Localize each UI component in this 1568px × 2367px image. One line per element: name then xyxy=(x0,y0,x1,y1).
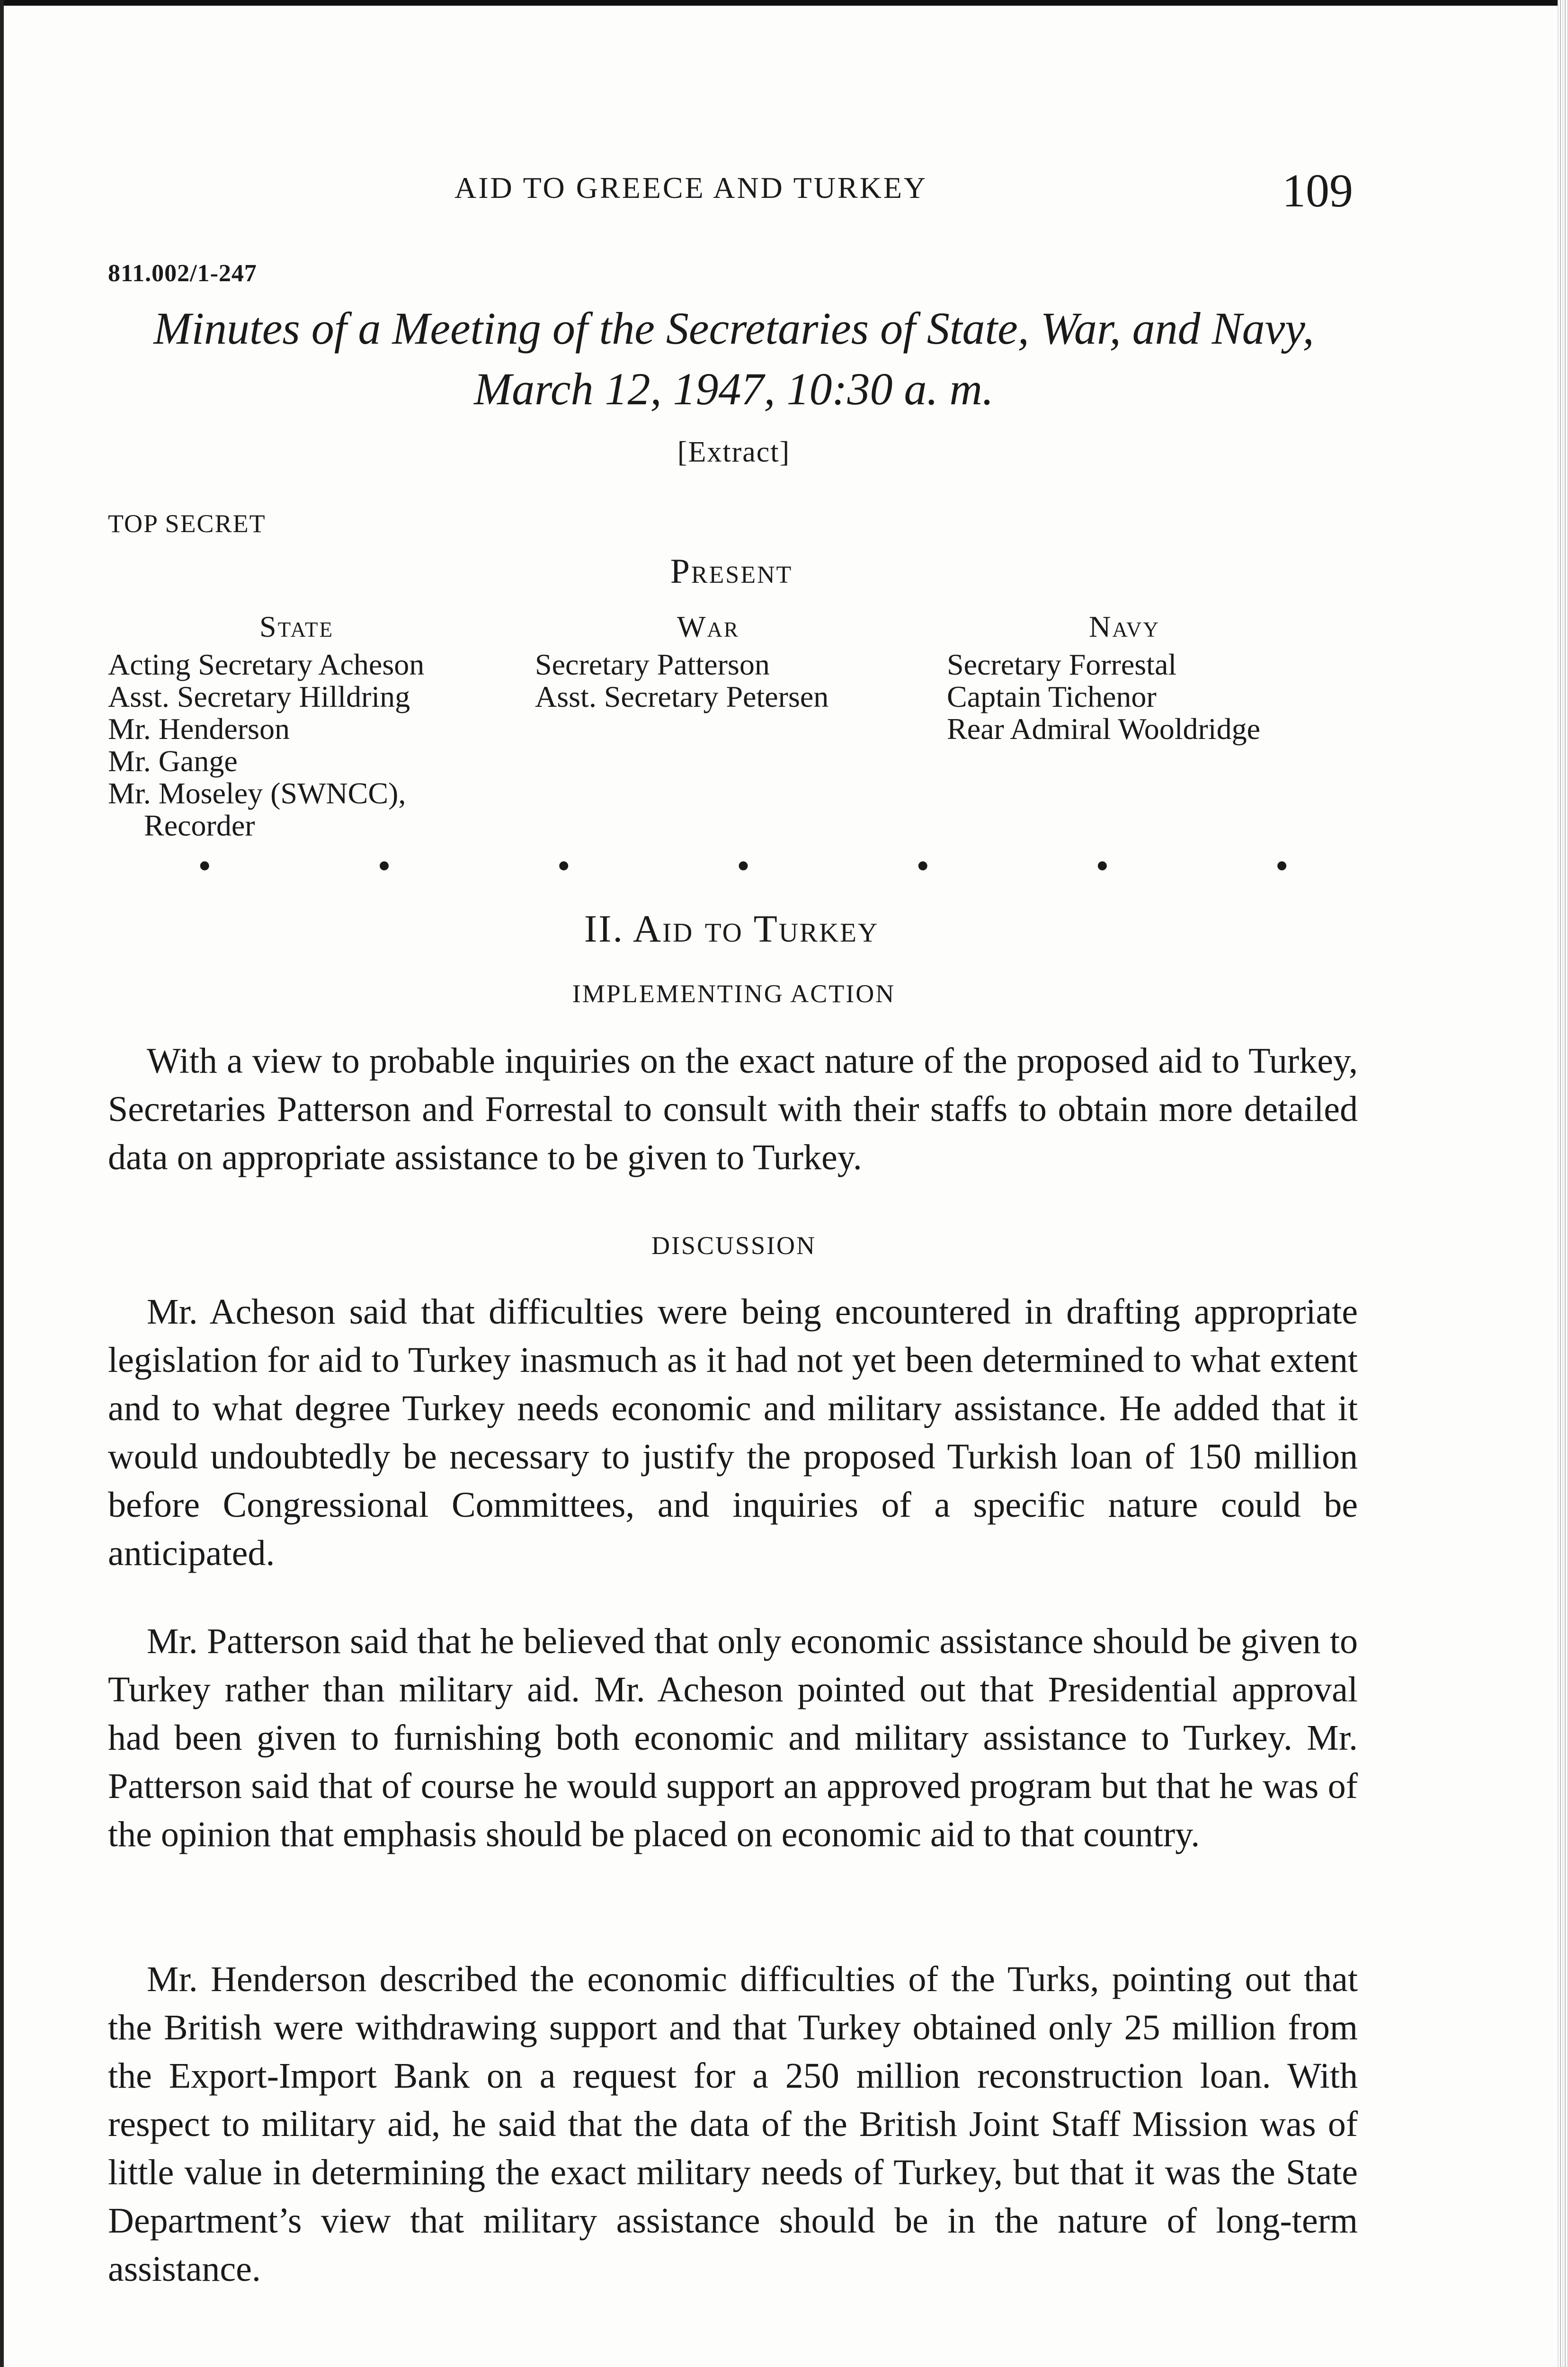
ellipsis-dot: • xyxy=(1096,848,1108,884)
attendee-name: Mr. Henderson xyxy=(108,712,290,746)
navy-heading: Navy xyxy=(1089,610,1160,643)
extract-note: [Extract] xyxy=(677,436,791,468)
scan-edge-left xyxy=(0,0,4,2367)
ellipsis-dot: • xyxy=(917,848,929,884)
attendees-navy-column xyxy=(947,611,1260,745)
classification-label: TOP SECRET xyxy=(108,509,266,538)
attendee-name: Captain Tichenor xyxy=(947,680,1157,713)
ellipsis-dot: • xyxy=(737,848,749,884)
attendee-name: Asst. Secretary Hilldring xyxy=(108,680,410,713)
section-title: II. Aid to Turkey xyxy=(584,907,879,950)
omission-ellipsis xyxy=(199,847,1288,885)
attendee-name: Secretary Forrestal xyxy=(947,648,1177,681)
ellipsis-dot: • xyxy=(378,848,390,884)
ellipsis-dot: • xyxy=(1276,848,1288,884)
implementing-action-paragraph: With a view to probable inquiries on the exact nature of the proposed aid to Turkey, Secretaries Patterson and Forrestal to consult with their staffs to obtain more detailed data on appropriate assistance to be given to Turkey. xyxy=(108,1041,1358,1177)
attendee-role: Recorder xyxy=(144,809,255,842)
attendee-name: Mr. Moseley (SWNCC), xyxy=(108,776,406,810)
discussion-heading: DISCUSSION xyxy=(651,1231,817,1260)
scan-edge-right xyxy=(1558,0,1568,2367)
document-title xyxy=(95,298,1373,419)
attendees-state-column xyxy=(108,611,424,842)
attendee-name: Acting Secretary Acheson xyxy=(108,648,425,681)
present-heading: Present xyxy=(670,552,793,591)
state-heading: State xyxy=(259,610,334,643)
war-heading: War xyxy=(677,610,739,643)
attendee-name: Asst. Secretary Petersen xyxy=(535,680,829,713)
page-number: 109 xyxy=(1282,164,1353,217)
attendees-war-column xyxy=(535,611,829,713)
discussion-paragraph: Mr. Patterson said that he believed that only economic assistance should be given to Turkey rather than military aid. Mr. Acheson pointed out that Presidential approval had been given to furnishing both economic and military assistance to Turkey. Mr. Patterson said that of course he would support an approved program but that he was of the opinion that emphasis should be placed on economic aid to that country. xyxy=(108,1621,1358,1854)
title-line-2: March 12, 1947, 10:30 a. m. xyxy=(474,364,994,414)
title-line-1: Minutes of a Meeting of the Secretaries of State, War, and Navy, xyxy=(153,303,1314,354)
implementing-action-heading: IMPLEMENTING ACTION xyxy=(572,979,896,1008)
running-head: AID TO GREECE AND TURKEY xyxy=(454,171,928,205)
ellipsis-dot: • xyxy=(199,848,211,884)
scan-edge-top xyxy=(0,0,1568,6)
attendee-name: Mr. Gange xyxy=(108,744,238,778)
ellipsis-dot: • xyxy=(558,848,570,884)
discussion-paragraph: Mr. Henderson described the economic difficulties of the Turks, pointing out that the British were withdrawing support and that Turkey obtained only 25 million from the Export-Import Bank on a request for a 250 million reconstruction loan. With respect to military aid, he said that the data of the British Joint Staff Mission was of little value in determining the exact military needs of Turkey, but that it was the State Department’s view that military assistance should be in the nature of long-term assistance. xyxy=(108,1959,1358,2289)
attendee-name: Secretary Patterson xyxy=(535,648,770,681)
attendee-name: Rear Admiral Wooldridge xyxy=(947,712,1260,746)
discussion-paragraph: Mr. Acheson said that difficulties were being encountered in drafting appropriate legislation for aid to Turkey inasmuch as it had not yet been determined to what extent and to what degree Turkey needs economic and military assistance. He added that it would undoubtedly be necessary to justify the proposed Turkish loan of 150 million before Congressional Committees, and inquiries of a specific nature could be anticipated. xyxy=(108,1292,1358,1573)
file-number: 811.002/1-247 xyxy=(108,260,257,287)
